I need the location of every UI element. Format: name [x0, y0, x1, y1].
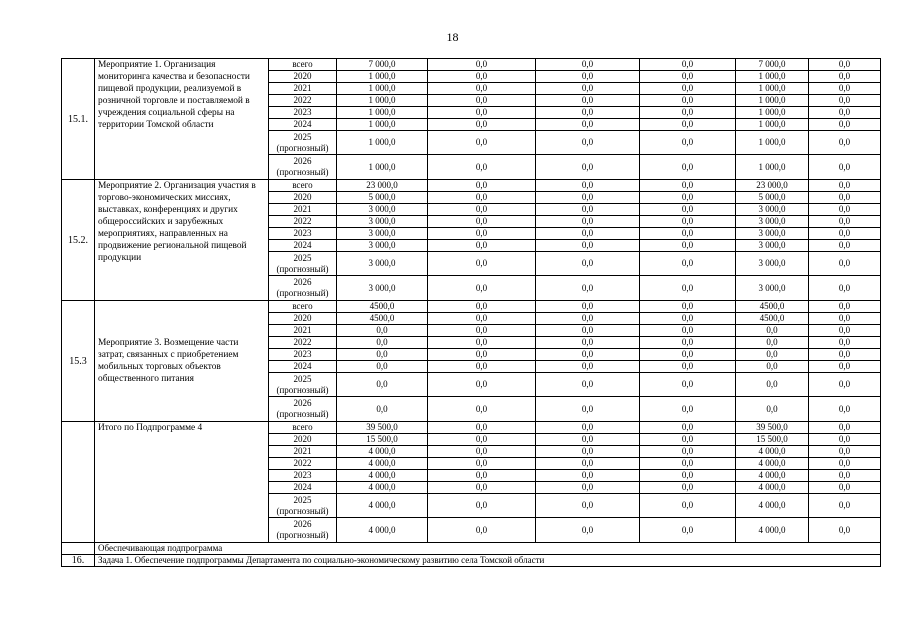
year-cell: 2021 [269, 83, 337, 95]
value-cell: 0,0 [428, 71, 536, 83]
value-cell: 0,0 [640, 59, 736, 71]
year-cell: 2024 [269, 361, 337, 373]
value-cell: 0,0 [536, 83, 640, 95]
value-cell: 0,0 [428, 470, 536, 482]
value-cell: 0,0 [736, 373, 809, 397]
value-cell: 0,0 [428, 252, 536, 276]
year-cell: 2025 (прогнозный) [269, 131, 337, 155]
value-cell: 0,0 [736, 397, 809, 422]
value-cell: 1 000,0 [337, 155, 428, 180]
value-cell: 4 000,0 [736, 458, 809, 470]
value-cell: 1 000,0 [736, 155, 809, 180]
value-cell: 0,0 [640, 131, 736, 155]
value-cell: 0,0 [536, 373, 640, 397]
value-cell: 0,0 [428, 240, 536, 252]
value-cell: 0,0 [640, 155, 736, 180]
value-cell: 0,0 [809, 131, 881, 155]
value-cell: 3 000,0 [736, 204, 809, 216]
task-row [62, 555, 881, 567]
value-cell: 0,0 [809, 325, 881, 337]
value-cell: 4 000,0 [736, 482, 809, 494]
value-cell: 15 500,0 [337, 434, 428, 446]
value-cell: 0,0 [640, 204, 736, 216]
value-cell: 0,0 [809, 83, 881, 95]
value-cell: 4500,0 [337, 313, 428, 325]
value-cell: 0,0 [428, 458, 536, 470]
value-cell: 0,0 [809, 337, 881, 349]
value-cell: 0,0 [809, 192, 881, 204]
value-cell: 0,0 [337, 325, 428, 337]
value-cell: 3 000,0 [736, 228, 809, 240]
year-cell: 2025 (прогнозный) [269, 494, 337, 518]
value-cell: 0,0 [536, 216, 640, 228]
value-cell: 1 000,0 [337, 119, 428, 131]
activity-name: Мероприятие 3. Возмещение части затрат, связанных с приобретением мобильных торговых объектов общественного питания [95, 301, 269, 422]
activity-name: Мероприятие 2. Организация участия в торгово-экономических миссиях, выставках, конференциях и других общероссийских и зарубежных мероприятиях, направленных на продвижение региональной пищевой продукции [95, 180, 269, 301]
value-cell: 4 000,0 [337, 518, 428, 543]
value-cell: 0,0 [809, 518, 881, 543]
value-cell: 0,0 [640, 349, 736, 361]
value-cell: 0,0 [536, 397, 640, 422]
value-cell: 0,0 [337, 349, 428, 361]
value-cell: 0,0 [536, 155, 640, 180]
year-cell: 2023 [269, 349, 337, 361]
value-cell: 0,0 [428, 192, 536, 204]
value-cell: 0,0 [809, 470, 881, 482]
value-cell: 0,0 [809, 349, 881, 361]
budget-table [61, 58, 881, 567]
value-cell: 0,0 [640, 482, 736, 494]
value-cell: 0,0 [536, 361, 640, 373]
value-cell: 0,0 [640, 470, 736, 482]
value-cell: 0,0 [640, 107, 736, 119]
value-cell: 1 000,0 [337, 83, 428, 95]
value-cell: 0,0 [428, 494, 536, 518]
page-number: 18 [446, 30, 459, 44]
value-cell: 4 000,0 [337, 458, 428, 470]
value-cell: 4 000,0 [736, 470, 809, 482]
row-index: 15.2. [62, 180, 95, 301]
value-cell: 0,0 [337, 361, 428, 373]
year-cell: 2021 [269, 446, 337, 458]
year-cell: всего [269, 180, 337, 192]
value-cell: 0,0 [428, 325, 536, 337]
year-cell: 2023 [269, 228, 337, 240]
value-cell: 0,0 [536, 59, 640, 71]
value-cell: 0,0 [536, 276, 640, 301]
value-cell: 0,0 [428, 59, 536, 71]
value-cell: 0,0 [809, 59, 881, 71]
value-cell: 0,0 [536, 518, 640, 543]
value-cell: 1 000,0 [337, 107, 428, 119]
value-cell: 0,0 [640, 397, 736, 422]
value-cell: 0,0 [428, 482, 536, 494]
value-cell: 0,0 [640, 276, 736, 301]
value-cell: 0,0 [428, 276, 536, 301]
value-cell: 0,0 [536, 494, 640, 518]
row-index: 15.1. [62, 59, 95, 180]
value-cell: 0,0 [428, 155, 536, 180]
value-cell: 0,0 [428, 446, 536, 458]
value-cell: 0,0 [809, 228, 881, 240]
year-cell: 2024 [269, 119, 337, 131]
value-cell: 0,0 [428, 373, 536, 397]
year-cell: 2026 (прогнозный) [269, 397, 337, 422]
value-cell: 0,0 [640, 373, 736, 397]
year-cell: 2025 (прогнозный) [269, 373, 337, 397]
value-cell: 0,0 [809, 252, 881, 276]
value-cell: 0,0 [536, 240, 640, 252]
activity-name: Итого по Подпрограмме 4 [95, 422, 269, 543]
value-cell: 0,0 [428, 180, 536, 192]
value-cell: 0,0 [809, 180, 881, 192]
value-cell: 1 000,0 [736, 83, 809, 95]
year-cell: 2020 [269, 71, 337, 83]
value-cell: 0,0 [640, 325, 736, 337]
value-cell: 0,0 [428, 337, 536, 349]
value-cell: 15 500,0 [736, 434, 809, 446]
year-cell: 2026 (прогнозный) [269, 518, 337, 543]
value-cell: 0,0 [536, 458, 640, 470]
value-cell: 1 000,0 [736, 107, 809, 119]
value-cell: 0,0 [640, 95, 736, 107]
value-cell: 0,0 [536, 482, 640, 494]
value-cell: 4 000,0 [736, 494, 809, 518]
table-row [62, 180, 881, 192]
value-cell: 0,0 [536, 422, 640, 434]
value-cell: 0,0 [428, 83, 536, 95]
value-cell: 0,0 [640, 337, 736, 349]
value-cell: 3 000,0 [736, 216, 809, 228]
value-cell: 0,0 [809, 71, 881, 83]
value-cell: 0,0 [640, 252, 736, 276]
value-cell: 0,0 [337, 337, 428, 349]
value-cell: 0,0 [809, 458, 881, 470]
value-cell: 4 000,0 [337, 494, 428, 518]
year-cell: 2024 [269, 482, 337, 494]
value-cell: 0,0 [337, 397, 428, 422]
value-cell: 0,0 [536, 180, 640, 192]
value-cell: 0,0 [809, 494, 881, 518]
value-cell: 0,0 [809, 95, 881, 107]
year-cell: 2022 [269, 95, 337, 107]
value-cell: 0,0 [640, 361, 736, 373]
value-cell: 7 000,0 [736, 59, 809, 71]
value-cell: 1 000,0 [736, 95, 809, 107]
table-row [62, 59, 881, 71]
value-cell: 0,0 [809, 276, 881, 301]
value-cell: 0,0 [536, 313, 640, 325]
value-cell: 0,0 [640, 228, 736, 240]
value-cell: 0,0 [640, 83, 736, 95]
support-row [62, 543, 881, 555]
year-cell: всего [269, 59, 337, 71]
value-cell: 0,0 [536, 71, 640, 83]
year-cell: 2026 (прогнозный) [269, 155, 337, 180]
value-cell: 0,0 [809, 301, 881, 313]
value-cell: 0,0 [809, 204, 881, 216]
value-cell: 0,0 [428, 349, 536, 361]
value-cell: 0,0 [428, 518, 536, 543]
table-row [62, 422, 881, 434]
value-cell: 4500,0 [736, 301, 809, 313]
value-cell: 0,0 [428, 107, 536, 119]
value-cell: 0,0 [809, 216, 881, 228]
year-cell: 2020 [269, 192, 337, 204]
value-cell: 0,0 [428, 228, 536, 240]
value-cell: 4 000,0 [736, 518, 809, 543]
value-cell: 0,0 [736, 337, 809, 349]
value-cell: 0,0 [640, 216, 736, 228]
value-cell: 0,0 [736, 325, 809, 337]
value-cell: 0,0 [428, 434, 536, 446]
value-cell: 0,0 [809, 434, 881, 446]
year-cell: 2026 (прогнозный) [269, 276, 337, 301]
value-cell: 0,0 [736, 361, 809, 373]
value-cell: 1 000,0 [736, 71, 809, 83]
value-cell: 0,0 [736, 349, 809, 361]
value-cell: 0,0 [536, 252, 640, 276]
value-cell: 3 000,0 [337, 252, 428, 276]
value-cell: 1 000,0 [736, 119, 809, 131]
value-cell: 0,0 [536, 107, 640, 119]
value-cell: 0,0 [640, 192, 736, 204]
value-cell: 0,0 [809, 397, 881, 422]
row-index: 16. [62, 555, 95, 567]
support-row-text: Обеспечивающая подпрограмма [95, 543, 881, 555]
value-cell: 0,0 [536, 325, 640, 337]
value-cell: 0,0 [640, 434, 736, 446]
value-cell: 0,0 [640, 458, 736, 470]
year-cell: 2021 [269, 325, 337, 337]
value-cell: 0,0 [428, 313, 536, 325]
value-cell: 7 000,0 [337, 59, 428, 71]
value-cell: 3 000,0 [736, 252, 809, 276]
activity-name: Мероприятие 1. Организация мониторинга качества и безопасности пищевой продукции, реализуемой в розничной торговле и поставляемой в учреждения социальной сферы на территории Томской области [95, 59, 269, 180]
value-cell: 1 000,0 [736, 131, 809, 155]
year-cell: 2020 [269, 434, 337, 446]
value-cell: 0,0 [640, 313, 736, 325]
value-cell: 0,0 [428, 119, 536, 131]
value-cell: 0,0 [536, 434, 640, 446]
value-cell: 0,0 [428, 361, 536, 373]
value-cell: 23 000,0 [736, 180, 809, 192]
value-cell: 3 000,0 [736, 240, 809, 252]
value-cell: 0,0 [536, 301, 640, 313]
value-cell: 5 000,0 [337, 192, 428, 204]
value-cell: 0,0 [536, 470, 640, 482]
value-cell: 0,0 [428, 95, 536, 107]
value-cell: 0,0 [536, 119, 640, 131]
value-cell: 0,0 [809, 155, 881, 180]
value-cell: 0,0 [428, 397, 536, 422]
value-cell: 0,0 [536, 95, 640, 107]
value-cell: 0,0 [536, 131, 640, 155]
row-index [62, 543, 95, 555]
row-index: 15.3 [62, 301, 95, 422]
value-cell: 3 000,0 [736, 276, 809, 301]
year-cell: 2020 [269, 313, 337, 325]
value-cell: 4 000,0 [337, 470, 428, 482]
year-cell: 2025 (прогнозный) [269, 252, 337, 276]
row-index [62, 422, 95, 543]
table-row [62, 301, 881, 313]
value-cell: 0,0 [640, 180, 736, 192]
value-cell: 4 000,0 [337, 482, 428, 494]
value-cell: 0,0 [640, 71, 736, 83]
value-cell: 1 000,0 [337, 131, 428, 155]
value-cell: 4500,0 [337, 301, 428, 313]
value-cell: 0,0 [640, 301, 736, 313]
value-cell: 0,0 [809, 240, 881, 252]
value-cell: 0,0 [640, 240, 736, 252]
value-cell: 0,0 [536, 228, 640, 240]
value-cell: 4 000,0 [337, 446, 428, 458]
year-cell: 2022 [269, 337, 337, 349]
value-cell: 0,0 [809, 482, 881, 494]
value-cell: 0,0 [809, 119, 881, 131]
value-cell: 0,0 [640, 518, 736, 543]
value-cell: 23 000,0 [337, 180, 428, 192]
value-cell: 39 500,0 [337, 422, 428, 434]
value-cell: 3 000,0 [337, 204, 428, 216]
value-cell: 3 000,0 [337, 216, 428, 228]
value-cell: 4 000,0 [736, 446, 809, 458]
value-cell: 0,0 [809, 361, 881, 373]
value-cell: 0,0 [809, 107, 881, 119]
value-cell: 0,0 [809, 446, 881, 458]
year-cell: 2022 [269, 216, 337, 228]
value-cell: 0,0 [809, 373, 881, 397]
value-cell: 0,0 [640, 494, 736, 518]
value-cell: 0,0 [809, 422, 881, 434]
year-cell: 2021 [269, 204, 337, 216]
task-row-text: Задача 1. Обеспечение подпрограммы Департамента по социально-экономическому развитию села Томской области [95, 555, 881, 567]
value-cell: 0,0 [536, 337, 640, 349]
year-cell: всего [269, 422, 337, 434]
value-cell: 3 000,0 [337, 240, 428, 252]
value-cell: 3 000,0 [337, 228, 428, 240]
value-cell: 0,0 [428, 422, 536, 434]
value-cell: 3 000,0 [337, 276, 428, 301]
value-cell: 0,0 [337, 373, 428, 397]
value-cell: 0,0 [536, 192, 640, 204]
value-cell: 0,0 [536, 204, 640, 216]
value-cell: 0,0 [640, 446, 736, 458]
year-cell: всего [269, 301, 337, 313]
value-cell: 0,0 [428, 204, 536, 216]
year-cell: 2024 [269, 240, 337, 252]
value-cell: 5 000,0 [736, 192, 809, 204]
year-cell: 2022 [269, 458, 337, 470]
value-cell: 0,0 [536, 349, 640, 361]
year-cell: 2023 [269, 107, 337, 119]
value-cell: 1 000,0 [337, 95, 428, 107]
value-cell: 0,0 [809, 313, 881, 325]
value-cell: 0,0 [428, 131, 536, 155]
value-cell: 0,0 [428, 216, 536, 228]
year-cell: 2023 [269, 470, 337, 482]
value-cell: 0,0 [640, 422, 736, 434]
value-cell: 4500,0 [736, 313, 809, 325]
value-cell: 0,0 [640, 119, 736, 131]
value-cell: 0,0 [428, 301, 536, 313]
value-cell: 0,0 [536, 446, 640, 458]
value-cell: 39 500,0 [736, 422, 809, 434]
value-cell: 1 000,0 [337, 71, 428, 83]
